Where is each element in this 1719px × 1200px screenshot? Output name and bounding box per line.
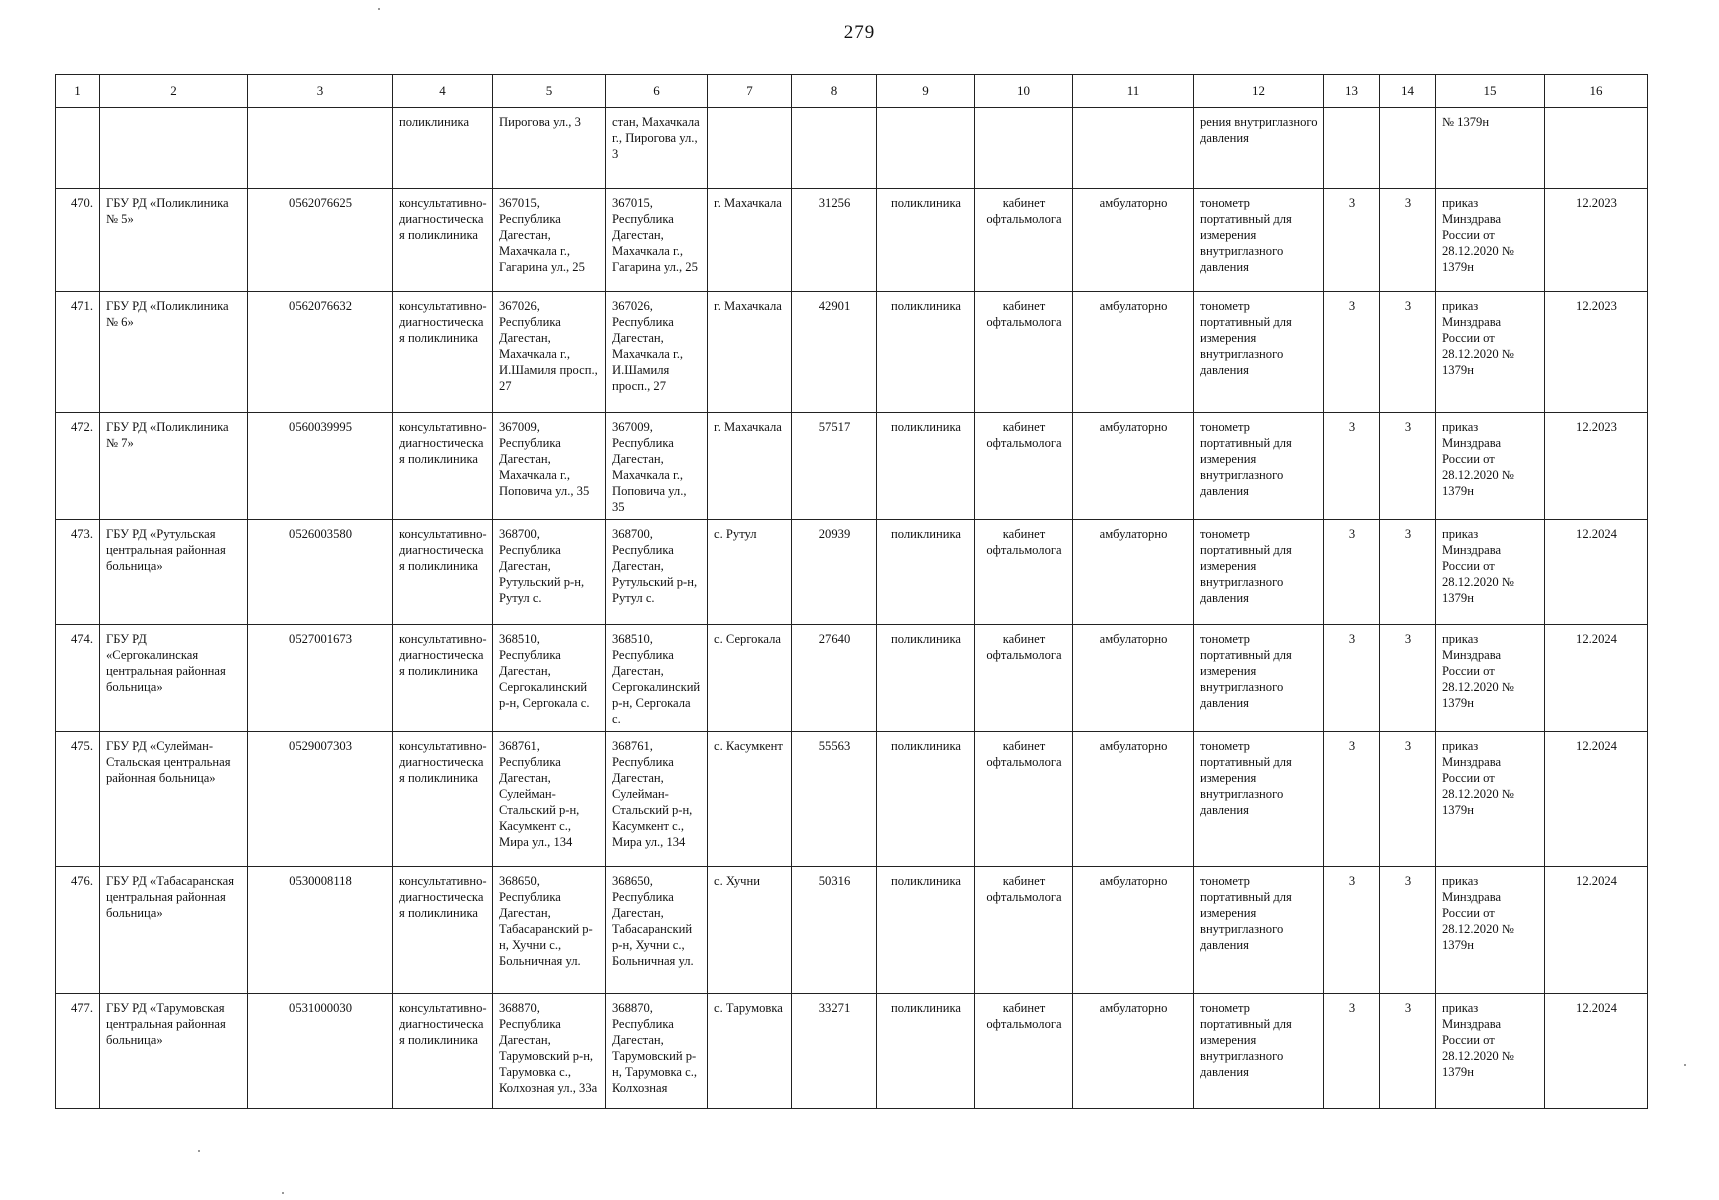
cell-actual-address: 368761, Республика Дагестан, Сулейман-Стальский р-н, Касумкент с., Мира ул., 134	[606, 732, 708, 867]
header-cell: 15	[1436, 75, 1545, 108]
cell-care-form: амбулаторно	[1073, 413, 1194, 520]
header-cell: 1	[56, 75, 100, 108]
cell-organization: ГБУ РД «Поликлиника № 5»	[100, 189, 248, 292]
page-number: 279	[843, 22, 876, 43]
cell-inn: 0530008118	[248, 867, 393, 994]
cell-actual-address: 367009, Республика Дагестан, Махачкала г., Поповича ул., 35	[606, 413, 708, 520]
cell-unit: поликлиника	[877, 994, 975, 1109]
scan-speck	[282, 1192, 284, 1194]
cell-equipment: тонометр портативный для измерения внутриглазного давления	[1194, 867, 1324, 994]
cell-qty-required	[1324, 108, 1380, 189]
cell-legal-address: Пирогова ул., 3	[493, 108, 606, 189]
cell-index: 470.	[56, 189, 100, 292]
cell-inn: 0560039995	[248, 413, 393, 520]
cell-unit: поликлиника	[877, 520, 975, 625]
header-cell: 16	[1545, 75, 1648, 108]
cell-settlement: с. Хучни	[708, 867, 792, 994]
cell-settlement: г. Махачкала	[708, 413, 792, 520]
cell-qty-required: 3	[1324, 189, 1380, 292]
cell-organization: ГБУ РД «Сулейман-Стальская центральная районная больница»	[100, 732, 248, 867]
cell-type: консультативно-диагностическая поликлиника	[393, 520, 493, 625]
table-row	[56, 189, 1648, 292]
cell-deadline: 12.2023	[1545, 413, 1648, 520]
cell-room: кабинет офтальмолога	[975, 292, 1073, 413]
cell-settlement: с. Рутул	[708, 520, 792, 625]
cell-inn: 0531000030	[248, 994, 393, 1109]
cell-legal-address: 368510, Республика Дагестан, Сергокалинский р-н, Сергокала с.	[493, 625, 606, 732]
scan-speck	[378, 8, 380, 10]
cell-index: 474.	[56, 625, 100, 732]
register-sheet	[55, 74, 1647, 1106]
cell-room: кабинет офтальмолога	[975, 189, 1073, 292]
cell-actual-address: стан, Махачкала г., Пирогова ул., 3	[606, 108, 708, 189]
table-row	[56, 732, 1648, 867]
cell-room	[975, 108, 1073, 189]
table-row	[56, 625, 1648, 732]
cell-inn: 0562076625	[248, 189, 393, 292]
cell-order: приказ Минздрава России от 28.12.2020 № 1379н	[1436, 413, 1545, 520]
cell-care-form	[1073, 108, 1194, 189]
scan-speck	[1684, 1064, 1686, 1066]
cell-qty-planned: 3	[1380, 732, 1436, 867]
header-cell: 3	[248, 75, 393, 108]
cell-population: 42901	[792, 292, 877, 413]
cell-care-form: амбулаторно	[1073, 994, 1194, 1109]
cell-organization: ГБУ РД «Рутульская центральная районная больница»	[100, 520, 248, 625]
cell-settlement: с. Касумкент	[708, 732, 792, 867]
cell-care-form: амбулаторно	[1073, 732, 1194, 867]
header-cell: 10	[975, 75, 1073, 108]
table-row	[56, 520, 1648, 625]
cell-room: кабинет офтальмолога	[975, 867, 1073, 994]
header-cell: 14	[1380, 75, 1436, 108]
header-cell: 11	[1073, 75, 1194, 108]
cell-order: № 1379н	[1436, 108, 1545, 189]
cell-organization: ГБУ РД «Сергокалинская центральная районная больница»	[100, 625, 248, 732]
cell-unit: поликлиника	[877, 732, 975, 867]
cell-actual-address: 367026, Республика Дагестан, Махачкала г., И.Шамиля просп., 27	[606, 292, 708, 413]
cell-type: консультативно-диагностическая поликлиника	[393, 189, 493, 292]
cell-equipment: тонометр портативный для измерения внутриглазного давления	[1194, 625, 1324, 732]
cell-type: консультативно-диагностическая поликлиника	[393, 732, 493, 867]
cell-actual-address: 368510, Республика Дагестан, Сергокалинский р-н, Сергокала с.	[606, 625, 708, 732]
cell-room: кабинет офтальмолога	[975, 732, 1073, 867]
header-cell: 9	[877, 75, 975, 108]
cell-qty-planned: 3	[1380, 520, 1436, 625]
header-cell: 12	[1194, 75, 1324, 108]
cell-unit: поликлиника	[877, 413, 975, 520]
cell-type: поликлиника	[393, 108, 493, 189]
cell-inn: 0527001673	[248, 625, 393, 732]
cell-population: 33271	[792, 994, 877, 1109]
cell-population: 20939	[792, 520, 877, 625]
cell-type: консультативно-диагностическая поликлиника	[393, 413, 493, 520]
continuation-row	[56, 108, 1648, 189]
cell-room: кабинет офтальмолога	[975, 413, 1073, 520]
cell-qty-required: 3	[1324, 413, 1380, 520]
cell-population: 57517	[792, 413, 877, 520]
cell-type: консультативно-диагностическая поликлиника	[393, 625, 493, 732]
table-row	[56, 867, 1648, 994]
cell-equipment: тонометр портативный для измерения внутриглазного давления	[1194, 994, 1324, 1109]
cell-population: 55563	[792, 732, 877, 867]
cell-qty-planned: 3	[1380, 292, 1436, 413]
cell-qty-required: 3	[1324, 625, 1380, 732]
cell-qty-planned: 3	[1380, 867, 1436, 994]
cell-unit: поликлиника	[877, 292, 975, 413]
cell-qty-planned: 3	[1380, 413, 1436, 520]
cell-care-form: амбулаторно	[1073, 625, 1194, 732]
cell-organization: ГБУ РД «Поликлиника № 6»	[100, 292, 248, 413]
cell-inn: 0526003580	[248, 520, 393, 625]
cell-actual-address: 367015, Республика Дагестан, Махачкала г., Гагарина ул., 25	[606, 189, 708, 292]
cell-order: приказ Минздрава России от 28.12.2020 № 1379н	[1436, 520, 1545, 625]
header-cell: 8	[792, 75, 877, 108]
cell-population: 31256	[792, 189, 877, 292]
cell-type: консультативно-диагностическая поликлиника	[393, 994, 493, 1109]
cell-index: 473.	[56, 520, 100, 625]
cell-organization: ГБУ РД «Табасаранская центральная районная больница»	[100, 867, 248, 994]
cell-settlement: г. Махачкала	[708, 189, 792, 292]
cell-deadline: 12.2023	[1545, 292, 1648, 413]
cell-qty-planned: 3	[1380, 189, 1436, 292]
cell-legal-address: 367015, Республика Дагестан, Махачкала г., Гагарина ул., 25	[493, 189, 606, 292]
cell-equipment: тонометр портативный для измерения внутриглазного давления	[1194, 520, 1324, 625]
cell-room: кабинет офтальмолога	[975, 625, 1073, 732]
cell-inn: 0562076632	[248, 292, 393, 413]
cell-order: приказ Минздрава России от 28.12.2020 № 1379н	[1436, 994, 1545, 1109]
cell-care-form: амбулаторно	[1073, 520, 1194, 625]
cell-organization: ГБУ РД «Поликлиника № 7»	[100, 413, 248, 520]
cell-type: консультативно-диагностическая поликлиника	[393, 867, 493, 994]
cell-population	[792, 108, 877, 189]
cell-deadline: 12.2024	[1545, 867, 1648, 994]
cell-population: 50316	[792, 867, 877, 994]
cell-population: 27640	[792, 625, 877, 732]
cell-settlement	[708, 108, 792, 189]
cell-legal-address: 368870, Республика Дагестан, Тарумовский р-н, Тарумовка с., Колхозная ул., 33а	[493, 994, 606, 1109]
cell-qty-required: 3	[1324, 292, 1380, 413]
cell-deadline: 12.2024	[1545, 520, 1648, 625]
cell-equipment: тонометр портативный для измерения внутриглазного давления	[1194, 292, 1324, 413]
cell-legal-address: 367009, Республика Дагестан, Махачкала г., Поповича ул., 35	[493, 413, 606, 520]
cell-order: приказ Минздрава России от 28.12.2020 № 1379н	[1436, 732, 1545, 867]
cell-deadline: 12.2024	[1545, 994, 1648, 1109]
cell-index: 476.	[56, 867, 100, 994]
header-cell: 13	[1324, 75, 1380, 108]
cell-settlement: с. Сергокала	[708, 625, 792, 732]
header-cell: 4	[393, 75, 493, 108]
cell-room: кабинет офтальмолога	[975, 520, 1073, 625]
cell-qty-required: 3	[1324, 520, 1380, 625]
cell-unit: поликлиника	[877, 625, 975, 732]
cell-index	[56, 108, 100, 189]
cell-order: приказ Минздрава России от 28.12.2020 № 1379н	[1436, 292, 1545, 413]
cell-organization: ГБУ РД «Тарумовская центральная районная больница»	[100, 994, 248, 1109]
equipment-register-table	[55, 74, 1648, 1109]
table-row	[56, 292, 1648, 413]
cell-unit	[877, 108, 975, 189]
cell-qty-planned: 3	[1380, 625, 1436, 732]
table-row	[56, 994, 1648, 1109]
cell-index: 477.	[56, 994, 100, 1109]
header-cell: 6	[606, 75, 708, 108]
cell-legal-address: 368761, Республика Дагестан, Сулейман-Стальский р-н, Касумкент с., Мира ул., 134	[493, 732, 606, 867]
scan-speck	[198, 1150, 200, 1152]
cell-care-form: амбулаторно	[1073, 292, 1194, 413]
cell-deadline	[1545, 108, 1648, 189]
cell-inn: 0529007303	[248, 732, 393, 867]
cell-care-form: амбулаторно	[1073, 189, 1194, 292]
cell-inn	[248, 108, 393, 189]
cell-actual-address: 368650, Республика Дагестан, Табасаранский р-н, Хучни с., Больничная ул.	[606, 867, 708, 994]
cell-settlement: г. Махачкала	[708, 292, 792, 413]
cell-order: приказ Минздрава России от 28.12.2020 № 1379н	[1436, 189, 1545, 292]
cell-equipment: рения внутриглазного давления	[1194, 108, 1324, 189]
cell-qty-required: 3	[1324, 732, 1380, 867]
cell-legal-address: 367026, Республика Дагестан, Махачкала г., И.Шамиля просп., 27	[493, 292, 606, 413]
header-cell: 7	[708, 75, 792, 108]
cell-legal-address: 368700, Республика Дагестан, Рутульский р-н, Рутул с.	[493, 520, 606, 625]
cell-unit: поликлиника	[877, 867, 975, 994]
cell-actual-address: 368870, Республика Дагестан, Тарумовский р-н, Тарумовка с., Колхозная	[606, 994, 708, 1109]
cell-order: приказ Минздрава России от 28.12.2020 № 1379н	[1436, 625, 1545, 732]
cell-deadline: 12.2023	[1545, 189, 1648, 292]
cell-index: 475.	[56, 732, 100, 867]
table-row	[56, 413, 1648, 520]
cell-qty-planned	[1380, 108, 1436, 189]
cell-type: консультативно-диагностическая поликлиника	[393, 292, 493, 413]
cell-index: 472.	[56, 413, 100, 520]
header-cell: 5	[493, 75, 606, 108]
cell-equipment: тонометр портативный для измерения внутриглазного давления	[1194, 189, 1324, 292]
cell-equipment: тонометр портативный для измерения внутриглазного давления	[1194, 732, 1324, 867]
cell-order: приказ Минздрава России от 28.12.2020 № 1379н	[1436, 867, 1545, 994]
cell-actual-address: 368700, Республика Дагестан, Рутульский р-н, Рутул с.	[606, 520, 708, 625]
cell-qty-required: 3	[1324, 867, 1380, 994]
cell-deadline: 12.2024	[1545, 625, 1648, 732]
cell-unit: поликлиника	[877, 189, 975, 292]
cell-equipment: тонометр портативный для измерения внутриглазного давления	[1194, 413, 1324, 520]
cell-deadline: 12.2024	[1545, 732, 1648, 867]
cell-care-form: амбулаторно	[1073, 867, 1194, 994]
cell-index: 471.	[56, 292, 100, 413]
cell-room: кабинет офтальмолога	[975, 994, 1073, 1109]
cell-organization	[100, 108, 248, 189]
column-number-header-row	[56, 75, 1648, 108]
cell-settlement: с. Тарумовка	[708, 994, 792, 1109]
header-cell: 2	[100, 75, 248, 108]
cell-legal-address: 368650, Республика Дагестан, Табасаранский р-н, Хучни с., Больничная ул.	[493, 867, 606, 994]
cell-qty-required: 3	[1324, 994, 1380, 1109]
cell-qty-planned: 3	[1380, 994, 1436, 1109]
